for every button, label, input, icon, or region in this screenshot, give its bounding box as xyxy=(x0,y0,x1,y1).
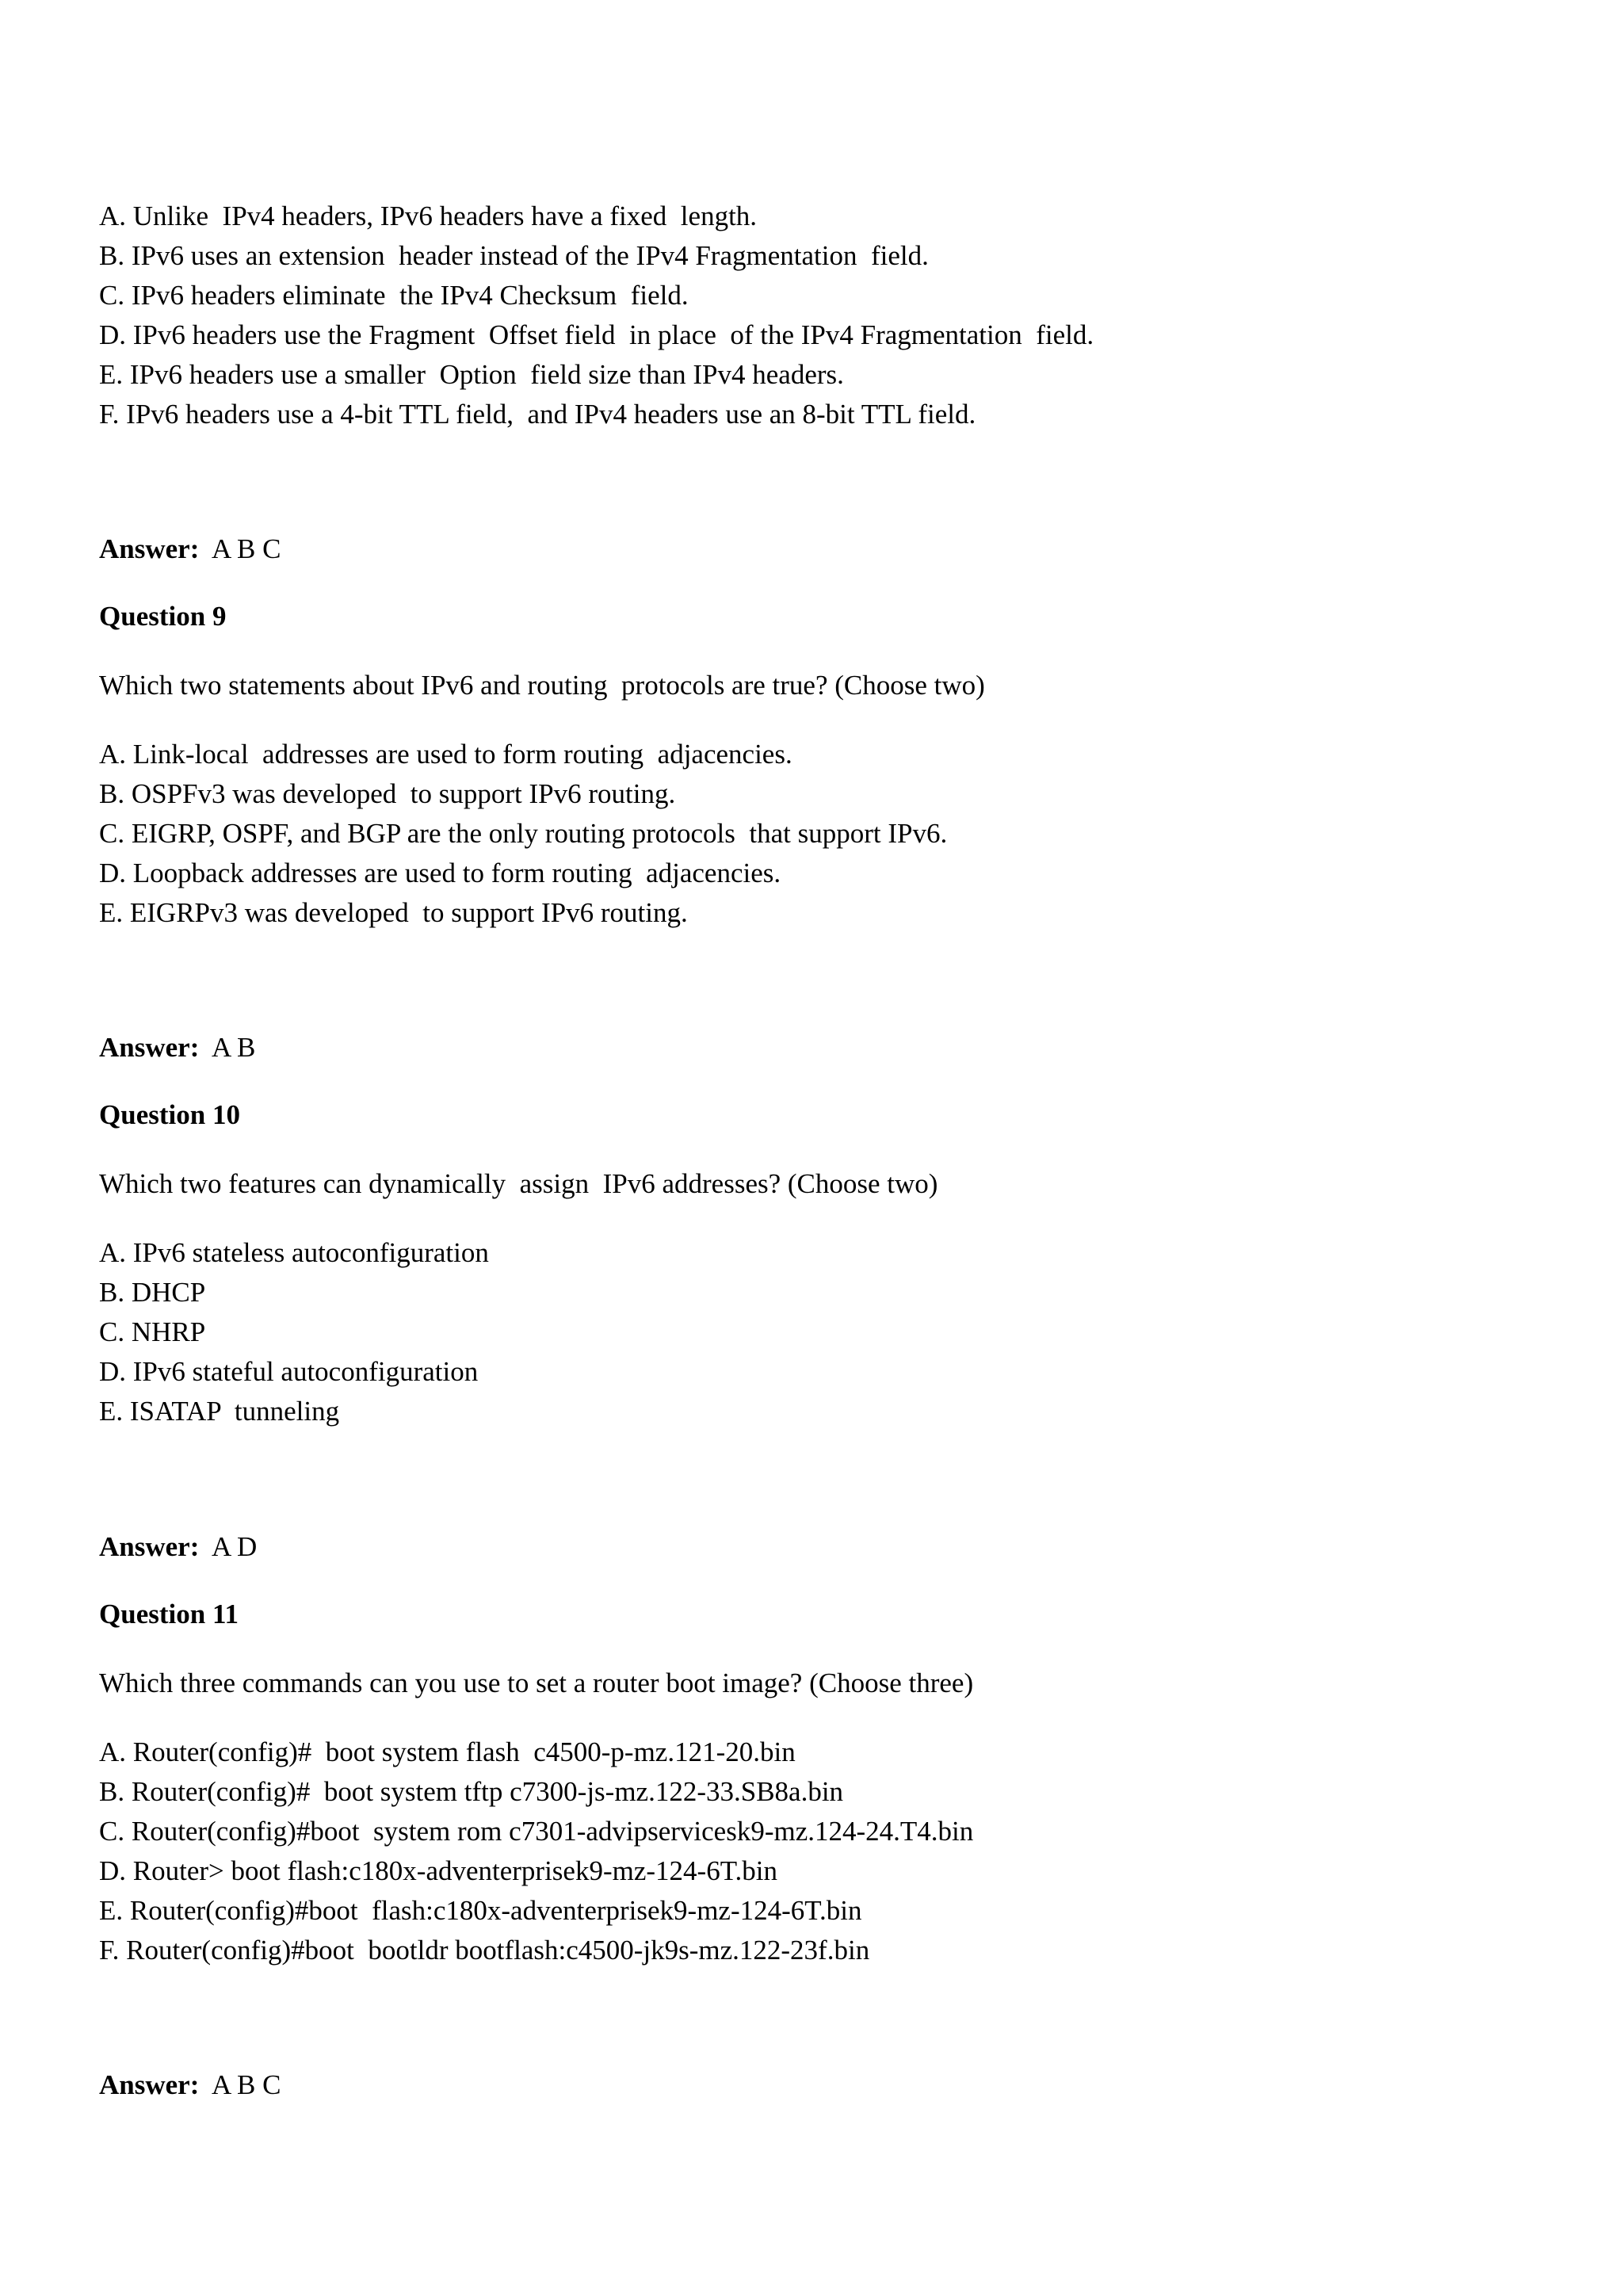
q11-option-f: F. Router(config)#boot bootldr bootflash:c4500-jk9s-mz.122-23f.bin xyxy=(99,1935,870,1966)
q11-option-a: A. Router(config)# boot system flash c4500-p-mz.121-20.bin xyxy=(99,1736,796,1767)
q9-options xyxy=(99,735,1526,933)
q11-option-d: D. Router> boot flash:c180x-adventerprisek9-mz-124-6T.bin xyxy=(99,1855,777,1886)
q8-option-a: A. Unlike IPv4 headers, IPv6 headers have a fixed length. xyxy=(99,201,758,231)
q10-option-a: A. IPv6 stateless autoconfiguration xyxy=(99,1237,489,1268)
q10-option-e: E. ISATAP tunneling xyxy=(99,1396,340,1427)
q8-option-c: C. IPv6 headers eliminate the IPv4 Checksum field. xyxy=(99,280,689,311)
q10-options xyxy=(99,1233,1526,1431)
q11-option-c: C. Router(config)#boot system rom c7301-advipservicesk9-mz.124-24.T4.bin xyxy=(99,1816,974,1847)
q9-prompt: Which two statements about IPv6 and routing protocols are true? (Choose two) xyxy=(99,670,985,701)
q8-answer-value: A B C xyxy=(211,533,281,564)
q9-option-e: E. EIGRPv3 was developed to support IPv6 routing. xyxy=(99,897,688,928)
q10-answer xyxy=(99,1527,1526,1567)
q10-answer-label: Answer: xyxy=(99,1531,200,1562)
q9-title: Question 9 xyxy=(99,601,227,632)
q11-answer-value: A B C xyxy=(211,2069,281,2100)
q8-option-e: E. IPv6 headers use a smaller Option field size than IPv4 headers. xyxy=(99,359,844,390)
q10-title: Question 10 xyxy=(99,1099,240,1130)
q8-option-f: F. IPv6 headers use a 4-bit TTL field, and IPv4 headers use an 8-bit TTL field. xyxy=(99,399,976,430)
q9-option-d: D. Loopback addresses are used to form routing adjacencies. xyxy=(99,858,781,888)
q10-option-b: B. DHCP xyxy=(99,1277,206,1308)
q8-answer xyxy=(99,529,1526,569)
q8-answer-label: Answer: xyxy=(99,533,200,564)
q9-option-c: C. EIGRP, OSPF, and BGP are the only routing protocols that support IPv6. xyxy=(99,818,948,849)
q11-answer-label: Answer: xyxy=(99,2069,200,2100)
q9-answer-label: Answer: xyxy=(99,1032,200,1063)
q8-options xyxy=(99,197,1526,434)
q9-answer-value: A B xyxy=(211,1032,256,1063)
q9-option-b: B. OSPFv3 was developed to support IPv6 routing. xyxy=(99,778,676,809)
q8-option-b: B. IPv6 uses an extension header instead of the IPv4 Fragmentation field. xyxy=(99,240,929,271)
q11-options xyxy=(99,1733,1526,1970)
q11-option-b: B. Router(config)# boot system tftp c7300-js-mz.122-33.SB8a.bin xyxy=(99,1776,844,1807)
q8-option-d: D. IPv6 headers use the Fragment Offset field in place of the IPv4 Fragmentation field. xyxy=(99,319,1094,350)
q11-prompt: Which three commands can you use to set a router boot image? (Choose three) xyxy=(99,1668,974,1698)
q11-title: Question 11 xyxy=(99,1599,239,1629)
q11-answer xyxy=(99,2065,1526,2105)
q10-answer-value: A D xyxy=(211,1531,258,1562)
q9-answer xyxy=(99,1028,1526,1068)
q9-option-a: A. Link-local addresses are used to form routing adjacencies. xyxy=(99,739,792,770)
q10-option-c: C. NHRP xyxy=(99,1316,206,1347)
q11-option-e: E. Router(config)#boot flash:c180x-adventerprisek9-mz-124-6T.bin xyxy=(99,1895,862,1926)
q10-prompt: Which two features can dynamically assign IPv6 addresses? (Choose two) xyxy=(99,1168,938,1199)
q10-option-d: D. IPv6 stateful autoconfiguration xyxy=(99,1356,479,1387)
